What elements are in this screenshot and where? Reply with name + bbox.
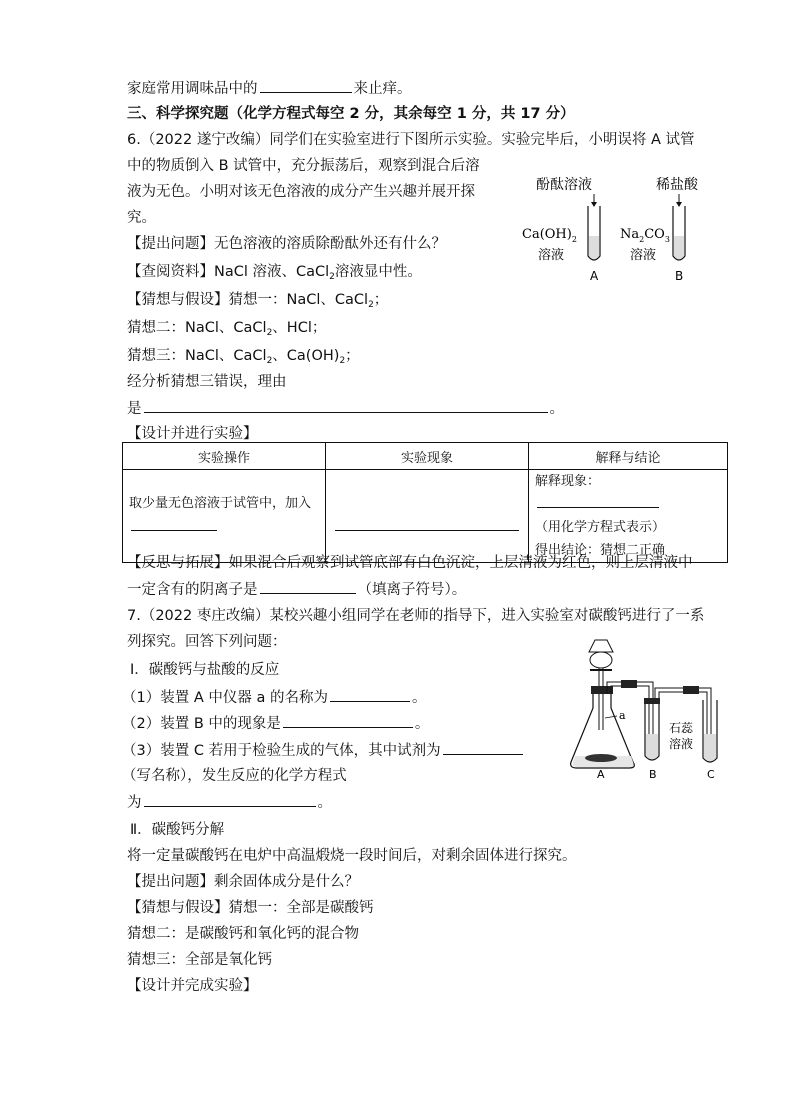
q6-reflection-2: 一定含有的阴离子是 （填离子符号）。 <box>127 579 466 600</box>
q7-line-2: 列探究。回答下列问题： <box>127 634 287 650</box>
q6-reference: 【查阅资料】NaCl 溶液、CaCl$_2$溶液显中性。 <box>127 264 422 282</box>
na2co3-formula: Na <box>620 227 640 242</box>
q7-sub-3: （3）装置 C 若用于检验生成的气体，其中试剂为 <box>122 740 525 761</box>
arrow-a-head <box>591 202 597 207</box>
q6-question: 【提出问题】无色溶液的溶质除酚酞外还有什么？ <box>127 236 446 252</box>
tube-a-letter: A <box>590 269 599 283</box>
q7-sub-2: （2）装置 B 中的现象是 。 <box>122 713 429 734</box>
reason-blank[interactable] <box>144 398 548 413</box>
header-operation: 实验操作 <box>123 443 326 470</box>
q7-part-2-question: 【提出问题】剩余固体成分是什么？ <box>127 874 359 890</box>
q6-reason-line: 是 。 <box>127 398 564 419</box>
apparatus-figure <box>565 638 735 780</box>
funnel-bulb <box>590 652 612 668</box>
reagent-blank[interactable] <box>131 516 217 531</box>
q7-part-2-title: Ⅱ．碳酸钙分解 <box>130 822 225 838</box>
q6-hypothesis-3: 猜想三：NaCl、CaCl$_2$、$Ca(OH)_2$； <box>127 348 360 366</box>
q7-part-2-hypo-2: 猜想二：是碳酸钙和氧化钙的混合物 <box>127 926 359 942</box>
svg-text:Ca(OH)2: $Ca(OH)_2$ <box>522 227 577 244</box>
phenomenon-b-blank[interactable] <box>283 713 413 728</box>
q5-tail-line: 家庭常用调味品中的 来止痒。 <box>127 78 412 99</box>
tube-b-liquid <box>674 236 684 259</box>
tube-c-liquid <box>704 734 716 761</box>
test-tube-figure <box>518 170 718 288</box>
q6-hypothesis-2: 猜想二：NaCl、CaCl$_2$、HCl； <box>127 320 327 338</box>
reagent-c-blank[interactable] <box>443 740 523 755</box>
q6-analysis: 经分析猜想三错误，理由 <box>127 374 287 390</box>
conclusion-cell: 解释现象： （用化学方程式表示） 得出结论：猜想二正确 <box>529 470 728 563</box>
device-c-letter: C <box>707 768 715 780</box>
q6-design-title: 【设计并进行实验】 <box>127 426 258 442</box>
device-a-letter: A <box>597 768 605 780</box>
q7-part-2-intro: 将一定量碳酸钙在电炉中高温煅烧一段时间后，对剩余固体进行探究。 <box>127 848 577 864</box>
arrow-b-head <box>676 202 682 207</box>
ion-blank[interactable] <box>260 579 356 594</box>
phenolphthalein-label: 酚酞溶液 <box>536 177 592 193</box>
q7-part-1-title: Ⅰ．碳酸钙与盐酸的反应 <box>130 662 280 678</box>
q7-line-1: 7.（2022 枣庄改编）某校兴趣小组同学在老师的指导下，进入实验室对碳酸钙进行了一系 <box>127 608 705 624</box>
instrument-a-label: a <box>619 709 626 722</box>
funnel-top <box>589 640 613 652</box>
q7-sub-3-cont: （写名称），发生反应的化学方程式 <box>122 768 347 784</box>
equation-c-blank[interactable] <box>144 792 316 807</box>
stopper-b <box>644 698 660 704</box>
stopper <box>591 686 613 694</box>
litmus-label-1: 石蕊 <box>669 721 694 735</box>
table-header-row <box>123 443 728 470</box>
equation-blank[interactable] <box>537 493 659 508</box>
q6-line-3: 液为无色。小明对该无色溶液的成分产生兴趣并展开探 <box>127 184 475 200</box>
section-3-title: 三、科学探究题（化学方程式每空 2 分，其余每空 1 分，共 17 分） <box>127 106 575 122</box>
solution-b-label: 溶液 <box>630 248 657 263</box>
marble-chips <box>585 754 617 762</box>
answer-blank[interactable] <box>260 78 352 93</box>
operation-cell: 取少量无色溶液于试管中，加入 <box>123 470 326 563</box>
q7-part-2-design: 【设计并完成实验】 <box>127 978 258 994</box>
q7-sub-1: （1）装置 A 中仪器 a 的名称为 。 <box>122 687 426 708</box>
q7-equation-line: 为 。 <box>127 792 332 813</box>
instrument-blank[interactable] <box>330 687 410 702</box>
rubber-joint-2 <box>683 686 699 694</box>
phenomenon-blank[interactable] <box>335 516 519 531</box>
table-row <box>123 470 728 563</box>
hcl-label: 稀盐酸 <box>656 177 698 193</box>
solution-a-label: 溶液 <box>538 248 565 263</box>
experiment-table <box>122 442 728 563</box>
tube-a-liquid <box>589 236 599 259</box>
caoh2-formula: Ca(OH) <box>522 227 572 242</box>
q6-reflection-1: 【反思与拓展】如果混合后观察到试管底部有白色沉淀，上层清液为红色，则上层清液中 <box>127 555 693 571</box>
svg-text:Na2CO3: $Na_2CO_3$ <box>620 227 670 244</box>
q7-part-2-hypo-3: 猜想三：全部是氧化钙 <box>127 952 272 968</box>
q6-line-1: 6.（2022 遂宁改编）同学们在实验室进行下图所示实验。实验完毕后，小明误将 A 试管 <box>127 132 695 148</box>
litmus-label-2: 溶液 <box>669 737 694 751</box>
header-phenomenon: 实验现象 <box>326 443 529 470</box>
tube-b-liquid <box>646 734 658 759</box>
tube-b-letter: B <box>675 269 684 283</box>
device-b-letter: B <box>649 768 657 780</box>
q6-line-2: 中的物质倒入 B 试管中，充分振荡后，观察到混合后溶 <box>127 158 480 174</box>
q7-part-2-hypo-1: 【猜想与假设】猜想一：全部是碳酸钙 <box>127 900 374 916</box>
q6-hypothesis-1: 【猜想与假设】猜想一：NaCl、CaCl$_2$； <box>127 292 389 310</box>
phenomenon-cell <box>326 470 529 563</box>
header-conclusion: 解释与结论 <box>529 443 728 470</box>
q6-line-4: 究。 <box>127 210 156 226</box>
rubber-joint-1 <box>621 680 637 688</box>
